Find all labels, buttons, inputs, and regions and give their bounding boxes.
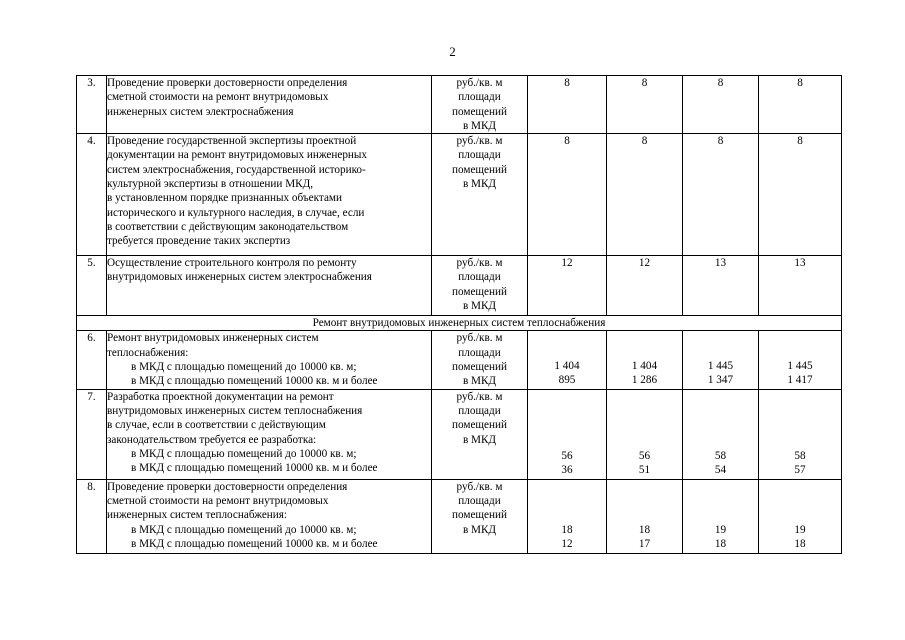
value-large-area: 895 xyxy=(558,374,576,387)
value-small-area: 18 xyxy=(638,524,651,537)
description-line: Осуществление строительного контроля по ремонту xyxy=(107,257,357,270)
unit-line: в МКД xyxy=(462,300,497,313)
unit-line: в МКД xyxy=(462,375,497,388)
value-cell xyxy=(607,479,683,553)
unit-line: площади xyxy=(458,271,501,284)
description-line: в соответствии с действующим законодательством xyxy=(107,220,349,233)
description-line: внутридомовых инженерных систем теплоснабжения xyxy=(107,404,363,417)
value-small-area: 58 xyxy=(714,450,727,463)
value-large-area: 18 xyxy=(794,538,806,551)
description-line: теплоснабжения: xyxy=(107,346,189,359)
description-line: инженерных систем электроснабжения xyxy=(107,105,294,118)
sub-item-line: в МКД с площадью помещений до 10000 кв. м; xyxy=(131,523,357,536)
value-large-area: 1 417 xyxy=(787,374,813,387)
unit-cell xyxy=(432,389,528,479)
table-row xyxy=(77,479,842,553)
unit-line: в МКД xyxy=(462,178,497,191)
value-cell: 8 xyxy=(528,134,607,256)
value-cell: 12 xyxy=(607,256,683,316)
unit-line: помещений xyxy=(452,419,507,432)
tariff-table xyxy=(76,75,842,554)
description-line: документации на ремонт внутридомовых инженерных xyxy=(107,149,368,162)
unit-line: помещений xyxy=(452,163,507,176)
row-number: 8. xyxy=(77,479,107,553)
row-number: 7. xyxy=(77,389,107,479)
value-cell xyxy=(683,331,759,389)
description-line: Проведение государственной экспертизы проектной xyxy=(107,135,357,148)
unit-line: площади xyxy=(458,149,501,162)
description-line: в случае, если в соответствии с действующим xyxy=(107,419,326,432)
sub-item-line: в МКД с площадью помещений 10000 кв. м и более xyxy=(131,462,378,475)
description-line: культурной экспертизы в отношении МКД, xyxy=(107,178,314,191)
row-description xyxy=(107,331,432,389)
table-row xyxy=(77,256,842,316)
table-row xyxy=(77,389,842,479)
row-number: 3. xyxy=(77,76,107,134)
value-large-area: 51 xyxy=(638,464,651,477)
description-line: систем электроснабжения, государственной историко- xyxy=(107,163,366,176)
value-cell xyxy=(759,389,842,479)
value-cell: 8 xyxy=(759,76,842,134)
table-row xyxy=(77,134,842,256)
description-line: требуется проведение таких экспертиз xyxy=(107,235,291,248)
value-cell: 8 xyxy=(607,76,683,134)
unit-line: помещений xyxy=(452,285,507,298)
value-large-area: 17 xyxy=(638,538,651,551)
description-line: исторического и культурного наследия, в случае, если xyxy=(107,206,365,219)
unit-line: площади xyxy=(458,404,501,417)
value-cell xyxy=(607,331,683,389)
section-heading-row xyxy=(77,316,842,331)
value-cell: 13 xyxy=(759,256,842,316)
description-line: Ремонт внутридомовых инженерных систем xyxy=(107,332,319,345)
unit-line: руб./кв. м xyxy=(456,332,503,345)
value-small-area: 19 xyxy=(714,524,727,537)
value-small-area: 56 xyxy=(638,450,651,463)
unit-cell xyxy=(432,256,528,316)
unit-line: руб./кв. м xyxy=(456,77,503,89)
unit-cell xyxy=(432,479,528,553)
section-heading: Ремонт внутридомовых инженерных систем теплоснабжения xyxy=(77,316,842,331)
unit-line: в МКД xyxy=(462,523,497,536)
description-line: законодательством требуется ее разработка: xyxy=(107,433,317,446)
value-small-area: 1 445 xyxy=(707,360,734,373)
unit-line: площади xyxy=(458,494,501,507)
value-large-area: 36 xyxy=(561,464,573,477)
value-large-area: 1 347 xyxy=(707,374,734,387)
row-description xyxy=(107,479,432,553)
value-small-area: 58 xyxy=(794,450,806,463)
value-cell xyxy=(607,389,683,479)
value-cell xyxy=(759,331,842,389)
value-small-area: 1 445 xyxy=(787,360,813,373)
unit-cell xyxy=(432,331,528,389)
unit-line: в МКД xyxy=(462,119,497,132)
unit-line: площади xyxy=(458,91,501,104)
value-cell: 8 xyxy=(683,134,759,256)
value-large-area: 57 xyxy=(794,464,806,477)
value-cell: 8 xyxy=(759,134,842,256)
description-line: сметной стоимости на ремонт внутридомовых xyxy=(107,91,329,104)
row-description xyxy=(107,256,432,316)
value-cell xyxy=(528,479,607,553)
value-cell: 8 xyxy=(683,76,759,134)
unit-cell xyxy=(432,134,528,256)
unit-line: площади xyxy=(458,346,501,359)
value-large-area: 18 xyxy=(714,538,727,551)
value-cell: 13 xyxy=(683,256,759,316)
row-number: 4. xyxy=(77,134,107,256)
value-small-area: 19 xyxy=(794,524,806,537)
value-cell xyxy=(759,479,842,553)
value-cell: 12 xyxy=(528,256,607,316)
description-line: в установленном порядке признанных объектами xyxy=(107,192,342,205)
row-number: 5. xyxy=(77,256,107,316)
row-description xyxy=(107,134,432,256)
value-small-area: 1 404 xyxy=(631,360,658,373)
value-cell xyxy=(683,479,759,553)
row-description xyxy=(107,389,432,479)
value-cell: 8 xyxy=(528,76,607,134)
unit-line: помещений xyxy=(452,105,507,118)
value-cell: 8 xyxy=(607,134,683,256)
value-large-area: 12 xyxy=(561,538,573,551)
table-row xyxy=(77,76,842,134)
page-number: 2 xyxy=(449,44,456,59)
value-cell xyxy=(528,389,607,479)
value-cell xyxy=(683,389,759,479)
unit-line: руб./кв. м xyxy=(456,480,503,493)
unit-line: руб./кв. м xyxy=(456,257,503,270)
row-description xyxy=(107,76,432,134)
unit-line: руб./кв. м xyxy=(456,135,503,148)
description-line: инженерных систем теплоснабжения: xyxy=(107,509,288,522)
row-number: 6. xyxy=(77,331,107,389)
table-row xyxy=(77,331,842,389)
sub-item-line: в МКД с площадью помещений до 10000 кв. м; xyxy=(131,447,357,460)
unit-cell xyxy=(432,76,528,134)
value-small-area: 56 xyxy=(561,450,573,463)
value-small-area: 1 404 xyxy=(554,360,580,373)
unit-line: руб./кв. м xyxy=(456,390,503,403)
value-small-area: 18 xyxy=(561,524,573,537)
description-line: Проведение проверки достоверности определения xyxy=(107,77,348,89)
value-large-area: 54 xyxy=(714,464,727,477)
description-line: Проведение проверки достоверности определения xyxy=(107,480,348,493)
value-cell xyxy=(528,331,607,389)
sub-item-line: в МКД с площадью помещений 10000 кв. м и более xyxy=(131,537,378,550)
sub-item-line: в МКД с площадью помещений до 10000 кв. м; xyxy=(131,361,357,374)
description-line: сметной стоимости на ремонт внутридомовых xyxy=(107,494,329,507)
unit-line: помещений xyxy=(452,509,507,522)
description-line: Разработка проектной документации на ремонт xyxy=(107,390,334,403)
unit-line: в МКД xyxy=(462,433,497,446)
sub-item-line: в МКД с площадью помещений 10000 кв. м и более xyxy=(131,375,378,388)
value-large-area: 1 286 xyxy=(631,374,658,387)
description-line: внутридомовых инженерных систем электроснабжения xyxy=(107,271,372,284)
unit-line: помещений xyxy=(452,361,507,374)
